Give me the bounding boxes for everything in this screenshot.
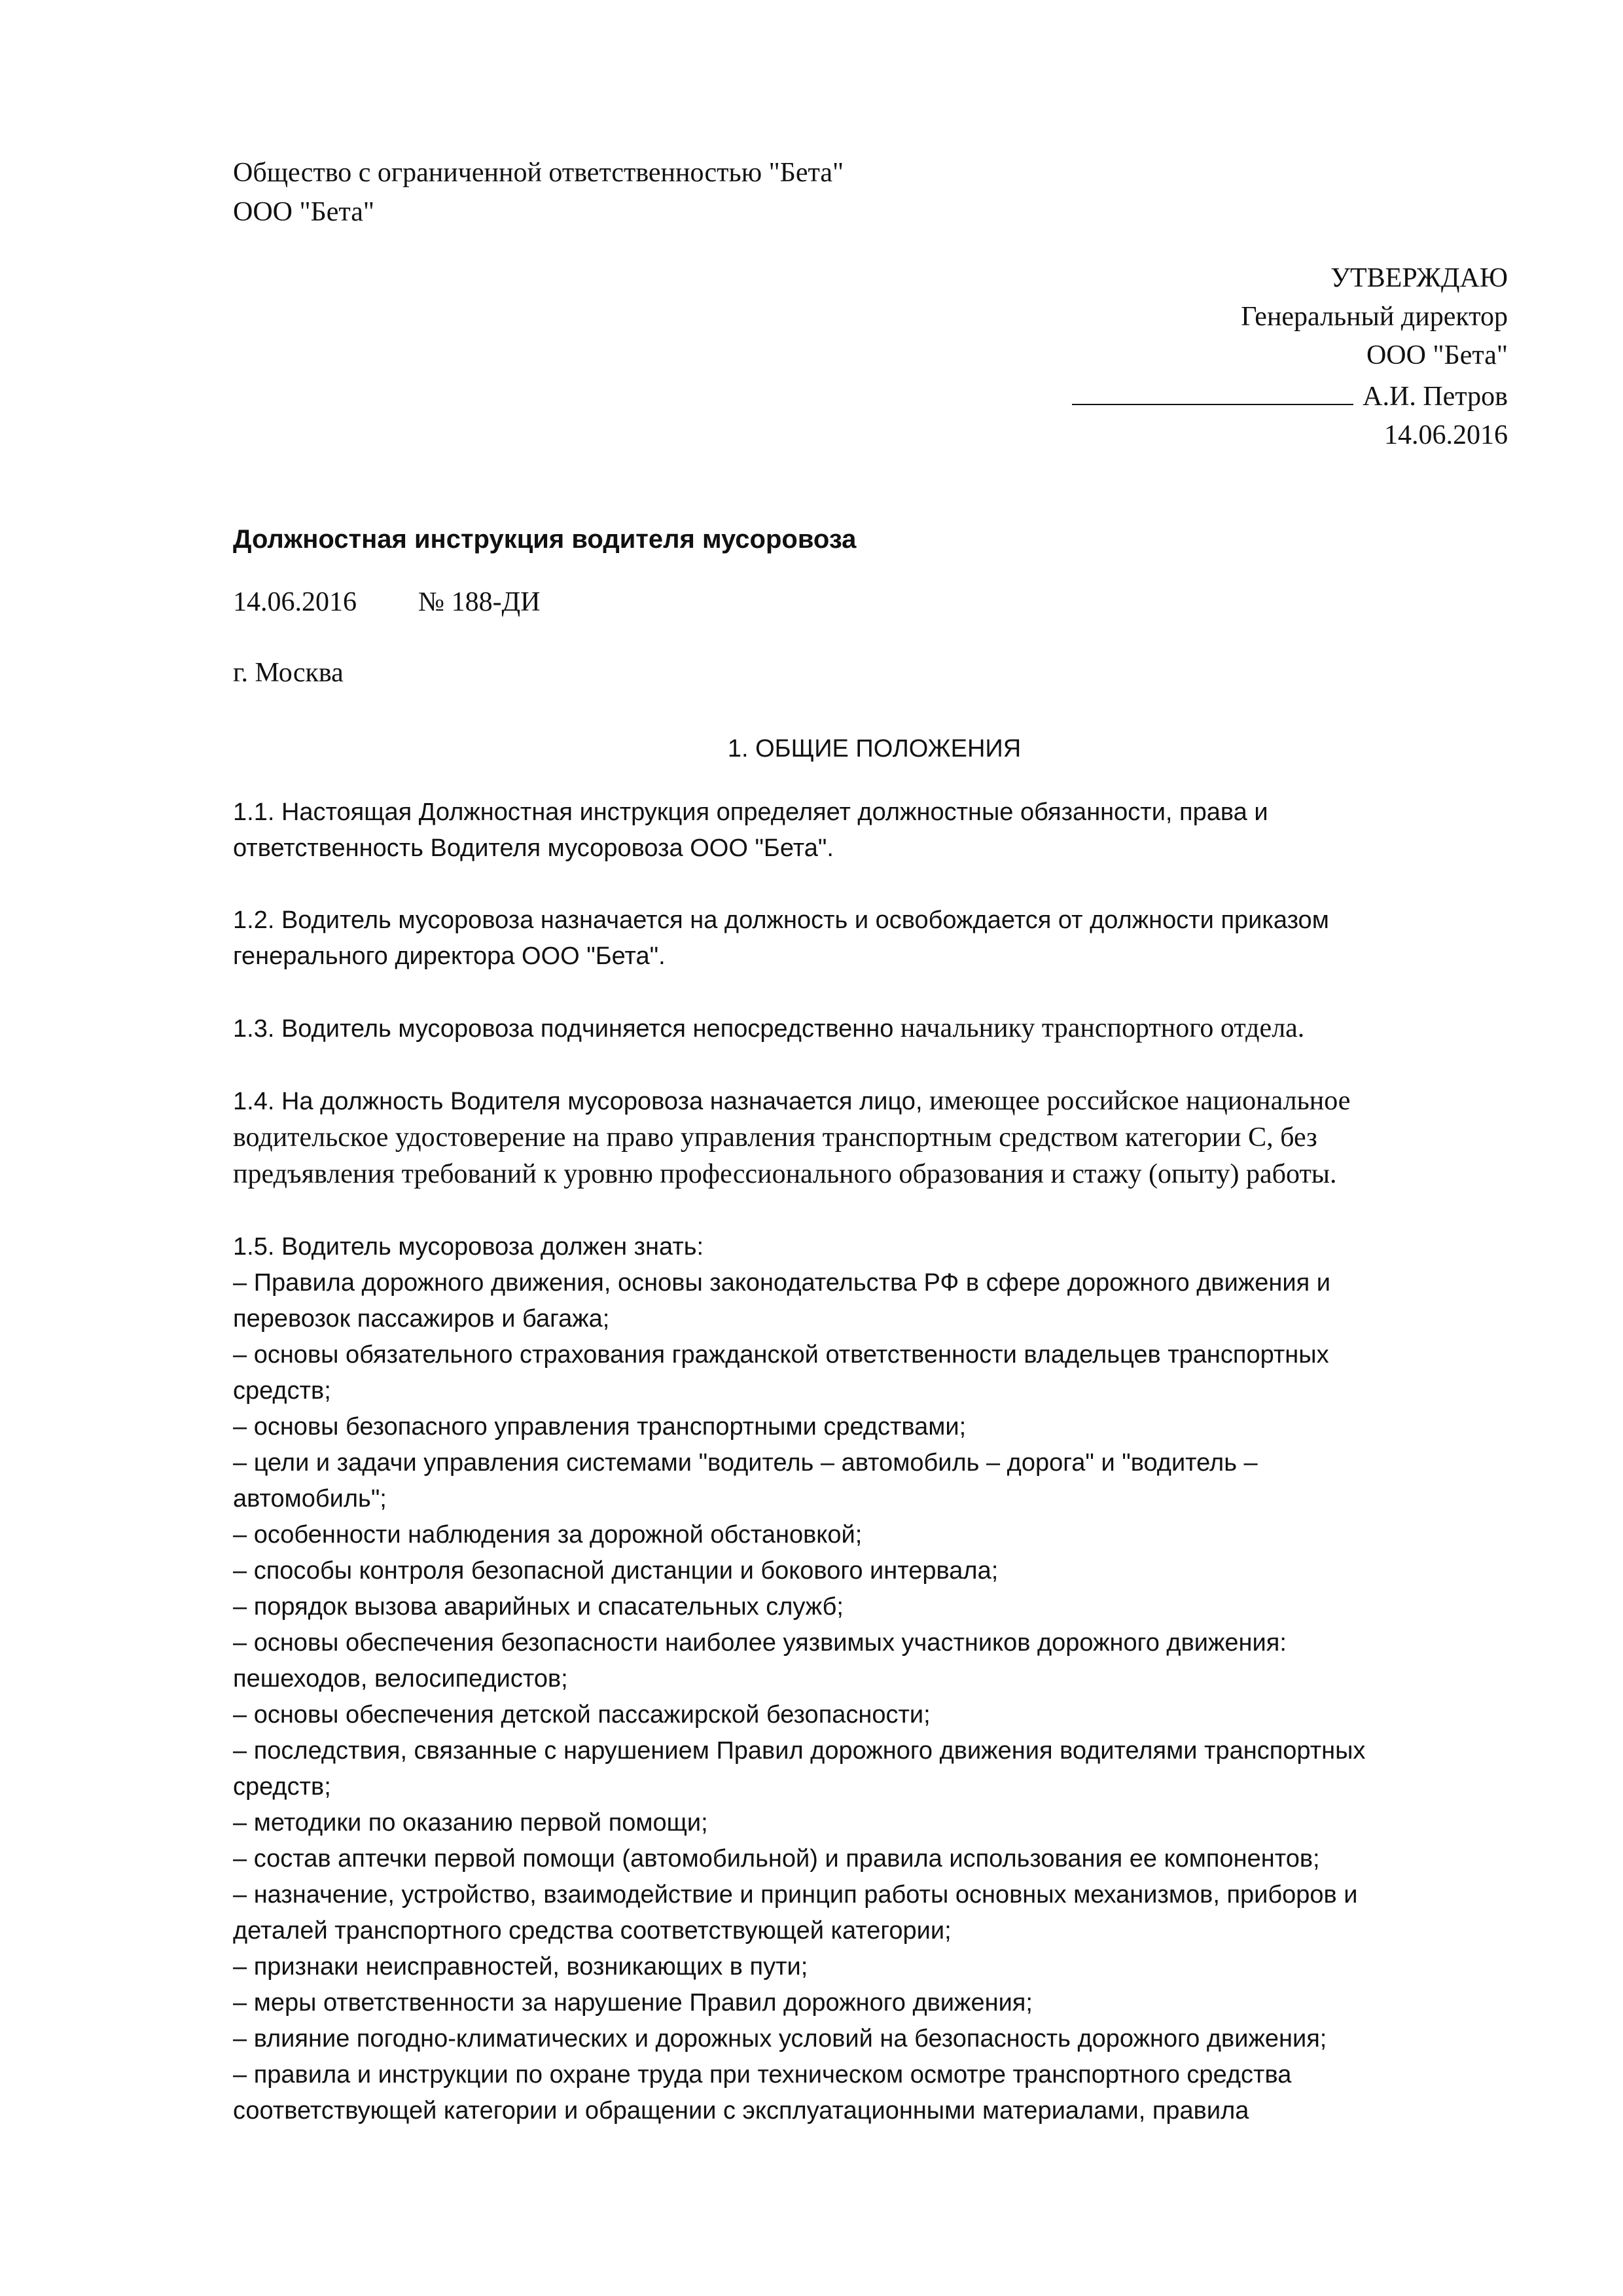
document-meta [233,584,1516,620]
list-item: – влияние погодно-климатических и дорожных условий на безопасность дорожного движения; [233,2025,1327,2053]
document-number: № 188-ДИ [418,587,541,617]
list-item: соответствующей категории и обращении с эксплуатационными материалами, правила [233,2097,1249,2125]
signature-row [919,375,1508,416]
section-heading: 1. ОБЩИЕ ПОЛОЖЕНИЯ [727,735,1022,762]
list-item: – особенности наблюдения за дорожной обстановкой; [233,1521,863,1549]
approval-date: 14.06.2016 [1384,420,1508,450]
list-item: средств; [233,1773,331,1801]
document-title: Должностная инструкция водителя мусоровоза [233,525,857,554]
clause-1-2: 1.2. Водитель мусоровоза назначается на должность и освобождается от должности приказом генерального директора ООО "Бета". [233,906,1329,970]
list-item: – порядок вызова аварийных и спасательных служб; [233,1593,844,1621]
document-date: 14.06.2016 [233,587,357,617]
clause-1-1: 1.1. Настоящая Должностная инструкция определяет должностные обязанности, права и ответственность Водителя мусоровоза ООО "Бета". [233,798,1268,862]
clause-1-5-intro: 1.5. Водитель мусоровоза должен знать: [233,1233,704,1261]
signer-name: А.И. Петров [1363,382,1508,412]
list-item: перевозок пассажиров и багажа; [233,1305,610,1333]
list-item: – способы контроля безопасной дистанции и бокового интервала; [233,1557,999,1585]
list-item: – последствия, связанные с нарушением Правил дорожного движения водителями транспортных [233,1737,1366,1765]
list-item: деталей транспортного средства соответствующей категории; [233,1917,952,1945]
clause-1-3: 1.3. Водитель мусоровоза подчиняется непосредственно начальнику транспортного отдела. [233,1013,1305,1043]
list-item: пешеходов, велосипедистов; [233,1665,568,1693]
list-item: – основы обеспечения безопасности наиболее уязвимых участников дорожного движения: [233,1629,1287,1657]
list-item: – меры ответственности за нарушение Правил дорожного движения; [233,1989,1033,2017]
clause-1-4: 1.4. На должность Водителя мусоровоза назначается лицо, имеющее российское национальное водительское удостоверение на право управления транспортным средством категории C, без предъявления требований к уровню профессионального образования и стажу (опыту) работы. [233,1086,1351,1189]
org-short-name: ООО "Бета" [233,197,375,227]
clause-1-5 [233,1229,1516,2129]
approval-block [919,259,1508,455]
approve-word: УТВЕРЖДАЮ [1330,263,1508,293]
section-body [233,795,1516,2129]
approver-position: Генеральный директор [1241,302,1508,332]
list-item: – Правила дорожного движения, основы законодательства РФ в сфере дорожного движения и [233,1269,1330,1297]
list-item: – основы безопасного управления транспортными средствами; [233,1413,967,1441]
signature-line [1072,375,1353,405]
list-item: – состав аптечки первой помощи (автомобильной) и правила использования ее компонентов; [233,1845,1320,1873]
document-city: г. Москва [233,658,344,688]
organization-header [233,153,1516,232]
list-item: – признаки неисправностей, возникающих в пути; [233,1953,808,1981]
list-item: средств; [233,1377,331,1405]
list-item: – основы обеспечения детской пассажирской безопасности; [233,1701,931,1729]
list-item: – основы обязательного страхования гражданской ответственности владельцев транспортных [233,1341,1329,1369]
list-item: – цели и задачи управления системами "водитель – автомобиль – дорога" и "водитель – [233,1449,1258,1477]
list-item: – правила и инструкции по охране труда при техническом осмотре транспортного средства [233,2061,1292,2089]
approver-org: ООО "Бета" [1366,340,1508,370]
org-full-name: Общество с ограниченной ответственностью "Бета" [233,158,844,188]
list-item: автомобиль"; [233,1485,387,1513]
list-item: – назначение, устройство, взаимодействие и принцип работы основных механизмов, приборов и [233,1881,1358,1909]
list-item: – методики по оказанию первой помощи; [233,1809,708,1837]
